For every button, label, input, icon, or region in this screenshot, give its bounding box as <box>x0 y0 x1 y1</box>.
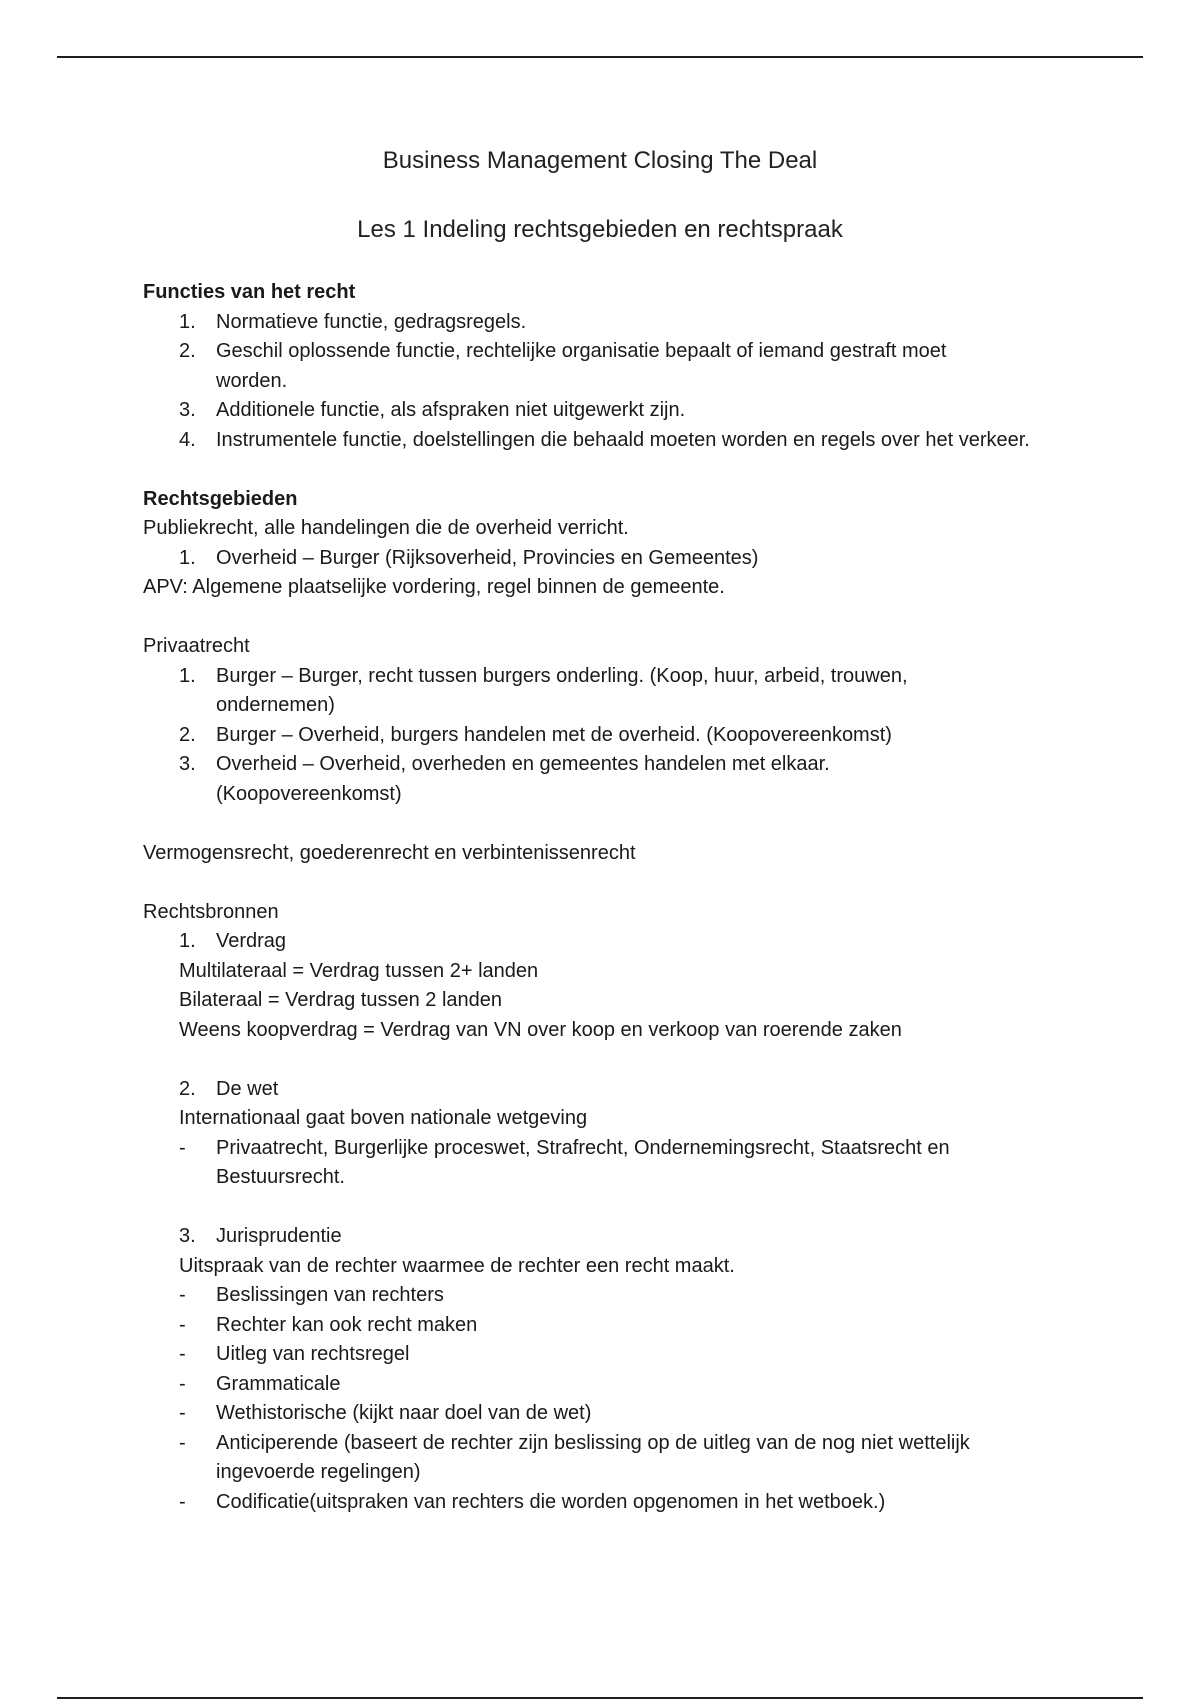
bullet-text: Rechter kan ook recht maken <box>216 1313 478 1336</box>
bullet-text: Codificatie(uitspraken van rechters die worden opgenomen in het wetboek.) <box>216 1490 886 1513</box>
wet-line: Internationaal gaat boven nationale wetgeving <box>179 1107 588 1129</box>
bullet-marker: - <box>179 1136 186 1159</box>
vermogensrecht-line: Vermogensrecht, goederenrecht en verbintenissenrecht <box>143 841 636 864</box>
list-item-text: Verdrag <box>216 930 287 952</box>
list-item <box>143 1075 1063 1105</box>
bullet-text: Privaatrecht, Burgerlijke proceswet, Strafrecht, Ondernemingsrecht, Staatsrecht en Bestuursrecht. <box>216 1136 950 1188</box>
list-number: 2. <box>179 1077 196 1100</box>
bullet-text: Grammaticale <box>216 1372 341 1395</box>
list-item-text: Jurisprudentie <box>216 1225 342 1247</box>
bullet-item <box>143 1281 1063 1311</box>
list-item-text: Normatieve functie, gedragsregels. <box>216 310 527 333</box>
list-number: 3. <box>179 399 196 421</box>
bullet-text: Uitleg van rechtsregel <box>216 1343 410 1365</box>
bullet-marker: - <box>179 1402 186 1424</box>
section-heading-rechtsgebieden: Rechtsgebieden <box>143 487 298 510</box>
apv-definition: APV: Algemene plaatselijke vordering, regel binnen de gemeente. <box>143 576 725 598</box>
bullet-item <box>143 1370 1063 1400</box>
list-number: 2. <box>179 340 196 362</box>
bullet-text: Wethistorische (kijkt naar doel van de wet) <box>216 1402 592 1424</box>
list-number: 4. <box>179 428 196 451</box>
list-number: 3. <box>179 753 196 775</box>
list-item <box>143 337 1063 396</box>
verdrag-line: Multilateraal = Verdrag tussen 2+ landen <box>179 959 539 982</box>
list-item <box>143 927 1063 957</box>
document-body <box>143 278 1063 1517</box>
bottom-rule <box>57 1697 1143 1699</box>
bullet-text: Beslissingen van rechters <box>216 1284 444 1306</box>
list-item-text: Instrumentele functie, doelstellingen die behaald moeten worden en regels over het verkeer. <box>216 428 1030 451</box>
bullet-marker: - <box>179 1372 186 1395</box>
verdrag-line: Bilateraal = Verdrag tussen 2 landen <box>179 989 502 1011</box>
verdrag-line: Weens koopverdrag = Verdrag van VN over koop en verkoop van roerende zaken <box>179 1018 902 1041</box>
list-item-text: De wet <box>216 1077 279 1100</box>
list-item <box>143 721 1063 751</box>
list-number: 1. <box>179 664 196 687</box>
document-subtitle: Les 1 Indeling rechtsgebieden en rechtspraak <box>357 216 843 243</box>
list-item-text: Burger – Burger, recht tussen burgers onderling. (Koop, huur, arbeid, trouwen, ondernemen) <box>216 664 908 716</box>
bullet-text: Anticiperende (baseert de rechter zijn beslissing op de uitleg van de nog niet wettelijk ingevoerde regelingen) <box>216 1431 970 1483</box>
section-heading-rechtsbronnen: Rechtsbronnen <box>143 900 279 923</box>
list-item <box>143 396 1063 426</box>
list-item-text: Additionele functie, als afspraken niet uitgewerkt zijn. <box>216 399 686 421</box>
list-item <box>143 662 1063 721</box>
list-item <box>143 1222 1063 1252</box>
bullet-marker: - <box>179 1431 186 1454</box>
document-title: Business Management Closing The Deal <box>382 147 818 174</box>
list-item-text: Overheid – Overheid, overheden en gemeentes handelen met elkaar. (Koopovereenkomst) <box>216 753 830 805</box>
list-item <box>143 544 1063 574</box>
bullet-marker: - <box>179 1343 186 1365</box>
bullet-marker: - <box>179 1284 186 1306</box>
top-rule <box>57 56 1143 58</box>
privaatrecht-intro: Privaatrecht <box>143 635 250 657</box>
bullet-item <box>143 1429 1063 1488</box>
list-item-text: Burger – Overheid, burgers handelen met de overheid. (Koopovereenkomst) <box>216 723 892 746</box>
list-item <box>143 426 1063 456</box>
publiekrecht-intro: Publiekrecht, alle handelingen die de overheid verricht. <box>143 517 629 539</box>
section-heading-functies: Functies van het recht <box>143 281 356 303</box>
bullet-item <box>143 1340 1063 1370</box>
list-item-text: Geschil oplossende functie, rechtelijke organisatie bepaalt of iemand gestraft moet worden. <box>216 340 947 392</box>
list-number: 1. <box>179 310 196 333</box>
jurisprudentie-line: Uitspraak van de rechter waarmee de rechter een recht maakt. <box>179 1254 735 1277</box>
bullet-marker: - <box>179 1313 186 1336</box>
list-number: 1. <box>179 546 196 569</box>
bullet-item <box>143 1134 1063 1193</box>
list-item-text: Overheid – Burger (Rijksoverheid, Provincies en Gemeentes) <box>216 546 759 569</box>
list-item <box>143 750 1063 809</box>
bullet-item <box>143 1488 1063 1518</box>
bullet-marker: - <box>179 1490 186 1513</box>
list-item <box>143 308 1063 338</box>
bullet-item <box>143 1399 1063 1429</box>
list-number: 3. <box>179 1225 196 1247</box>
list-number: 1. <box>179 930 196 952</box>
list-number: 2. <box>179 723 196 746</box>
bullet-item <box>143 1311 1063 1341</box>
